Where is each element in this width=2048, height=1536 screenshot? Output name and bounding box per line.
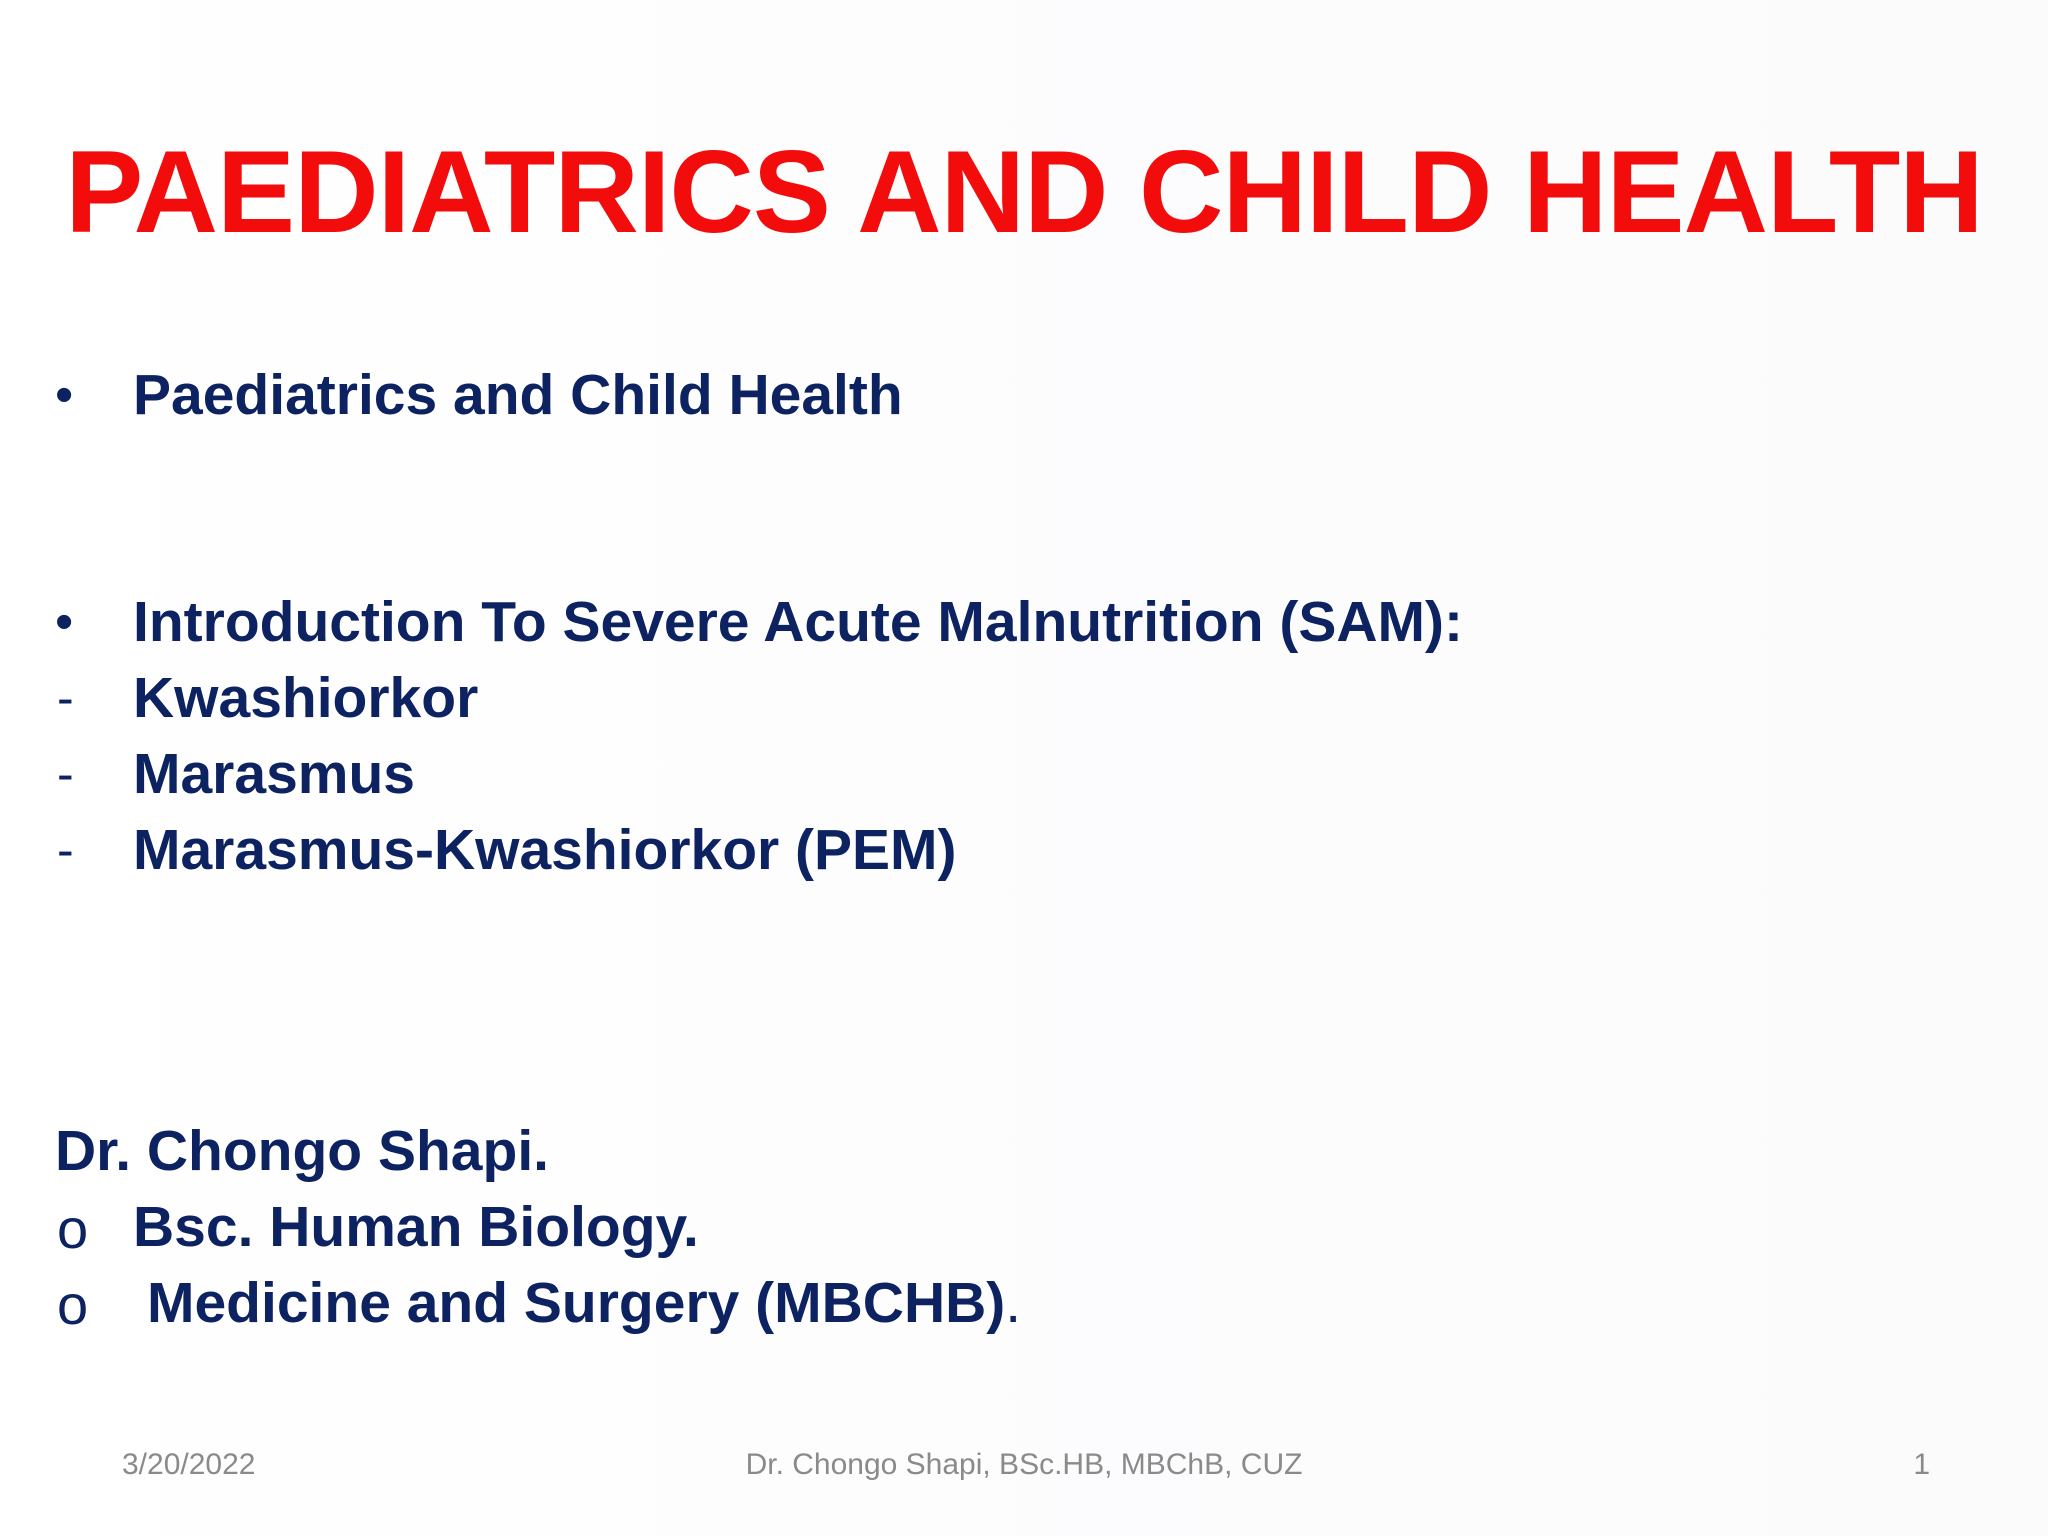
- bullet-text: Paediatrics and Child Health: [133, 363, 903, 427]
- circle-marker: o: [57, 1273, 89, 1336]
- sub-item-text: Kwashiorkor: [133, 666, 479, 730]
- sub-item-text: Marasmus: [133, 742, 415, 806]
- author-name: Dr. Chongo Shapi.: [55, 1119, 549, 1183]
- footer-author: Dr. Chongo Shapi, BSc.HB, MBChB, CUZ: [745, 1448, 1303, 1481]
- slide-title: PAEDIATRICS AND CHILD HEALTH: [65, 126, 1983, 257]
- footer-date: 3/20/2022: [122, 1448, 256, 1481]
- dash-marker: -: [57, 670, 74, 726]
- bullet-text: Introduction To Severe Acute Malnutrition (SAM):: [133, 590, 1463, 654]
- slide-number: 1: [1913, 1448, 1930, 1481]
- circle-marker: o: [57, 1197, 89, 1260]
- dash-marker: -: [57, 746, 74, 802]
- qualification-text: Medicine and Surgery (MBCHB): [147, 1271, 1006, 1335]
- qualification-text: Bsc. Human Biology.: [133, 1195, 699, 1259]
- dash-marker: -: [57, 822, 74, 878]
- bullet-marker: •: [55, 366, 74, 424]
- trailing-period: .: [1005, 1271, 1022, 1335]
- qualification-text-wrap: [147, 1268, 1021, 1338]
- bullet-marker: •: [55, 593, 74, 651]
- sub-item-text: Marasmus-Kwashiorkor (PEM): [133, 818, 957, 882]
